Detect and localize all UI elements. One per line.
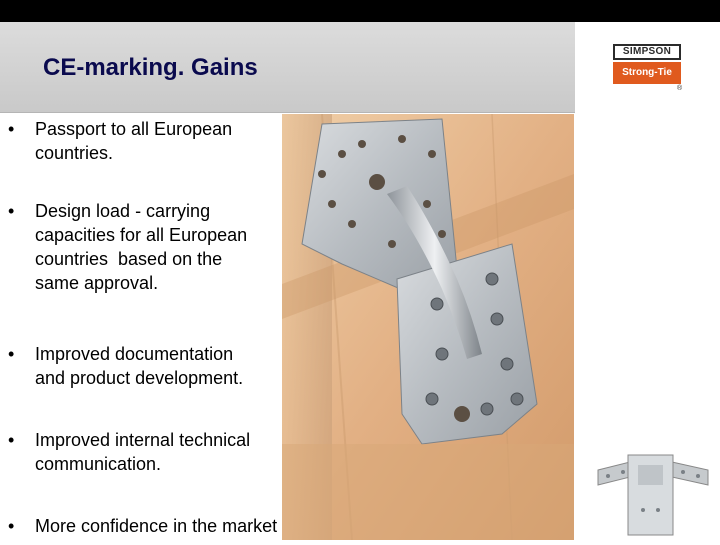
top-black-bar [0,0,720,22]
bullet-dot: • [8,430,15,450]
angle-bracket-illustration [282,114,574,540]
logo-wordmark-top: SIMPSON [613,44,681,60]
bullet-text: Design load - carrying capacities for all European countries based on the same approval. [35,201,248,293]
product-thumbnail [583,440,718,540]
bullet-text: Passport to all European countries. [35,119,233,163]
bullet-dot: • [8,344,15,364]
bullet-dot: • [8,201,15,221]
bullet-text: Improved documentation and product development. [35,344,244,388]
bullet-dot: • [8,119,15,139]
bullet-text: More confidence in the market [35,516,278,536]
registered-mark: ® [677,85,683,92]
simpson-strong-tie-logo [613,44,681,84]
bullet-text: Improved internal technical communication. [35,430,251,474]
slide-title: CE-marking. Gains [43,54,258,81]
logo-wordmark-bottom: Strong-Tie [613,62,681,84]
joist-hanger-illustration [583,440,718,540]
bullet-dot: • [8,516,15,536]
angle-bracket-photo [282,114,574,540]
